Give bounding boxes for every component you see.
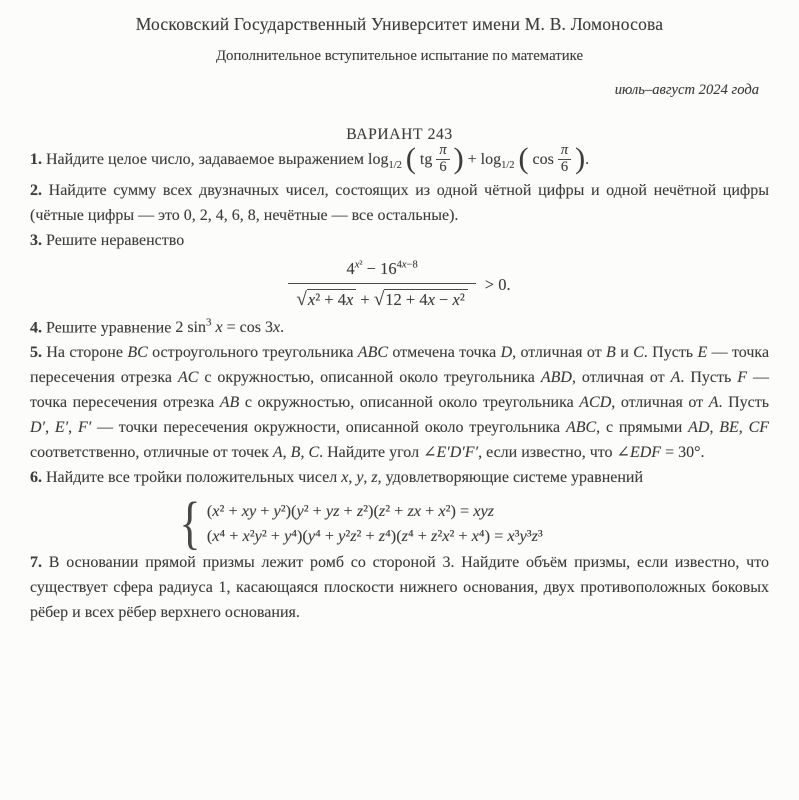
problem-text: Решите уравнение (46, 319, 172, 337)
sqrt-term (374, 290, 468, 309)
problem-4 (30, 311, 769, 340)
variable-x: x (215, 319, 223, 337)
variant-heading: ВАРИАНТ 243 (346, 126, 453, 143)
cos-fn: cos (239, 319, 261, 337)
variable-x: x (272, 319, 281, 337)
close-paren: ) (453, 141, 464, 175)
fraction-denominator (288, 283, 475, 311)
radical-sign: √ (296, 289, 307, 311)
radical-sign: √ (373, 289, 385, 311)
minus-sign: − (366, 259, 376, 279)
problem-text: Найдите все тройки положительных чисел x, y, z, удовлетворяющие системе уравнений (46, 469, 644, 487)
fraction-denominator: 6 (436, 159, 449, 176)
fraction-denominator: 6 (558, 159, 571, 176)
coefficient: 2 (175, 319, 184, 337)
exam-subtitle: Дополнительное вступительное испытание по математике (215, 48, 584, 64)
fraction-numerator: π (560, 142, 569, 158)
period: . (585, 150, 590, 168)
fraction-pi-6 (558, 143, 571, 175)
log-expression (368, 141, 590, 175)
cos-fn: cos (532, 150, 554, 168)
fraction-numerator: π (439, 142, 447, 158)
plus-sign: + (467, 150, 477, 168)
problem-number: 6. (30, 469, 42, 487)
problem-1 (30, 141, 769, 178)
problem-number: 1. (30, 150, 42, 168)
inequality-display (30, 259, 769, 311)
problem-6 (30, 465, 769, 490)
problem-text: На стороне BC остроугольного треугольника ABC отмечена точка D, отличная от B и C. Пусть E — точка пересечения отрезка AC с окружностью, описанной около треугольника ABD, отличная от A. Пусть F — точка пересечения отрезка AB с окружностью, описанной около треугольника ACD, отличная от A. Пусть D′, E′, F′ — точки пересечения окружности, описанной около треугольника ABC, с прямыми AD, BE, CF соответственно, отличные от точек A, B, C. Найдите угол ∠E′D′F′, если известно, что ∠EDF = 30°. (30, 344, 770, 462)
equals-sign: = (226, 319, 236, 337)
open-paren: ( (518, 141, 529, 175)
problem-number: 3. (30, 232, 42, 250)
problem-text: Решите неравенство (46, 232, 185, 250)
coefficient: 3 (264, 319, 273, 337)
problem-text: В основании прямой призмы лежит ромб со стороной 3. Найдите объём призмы, если известно, что существует сфера радиуса 1, касающаяся плоскости нижнего основания, двух противоположных боковых рёбер и всех рёбер верхнего основания. (30, 553, 770, 621)
system-equations (207, 501, 543, 546)
problem-5 (30, 340, 769, 465)
close-paren: ) (575, 141, 586, 175)
base-4: 4 (346, 259, 355, 279)
session-date: июль–август 2024 года (614, 82, 759, 98)
problem-number: 5. (30, 344, 42, 362)
problem-number: 2. (30, 182, 42, 200)
log-fn: log (368, 150, 389, 168)
sin-fn: sin (187, 319, 206, 337)
fraction-numerator (288, 259, 475, 283)
exponent: 3 (205, 317, 212, 330)
problem-text: Найдите целое число, задаваемое выражением (46, 150, 364, 168)
problem-7 (30, 550, 769, 625)
university-title: Московский Государственный Университет имени М. В. Ломоносова (135, 14, 664, 34)
log-fn: log (480, 150, 502, 168)
plus-sign: + (360, 290, 370, 310)
radicand: x² + 4x (307, 289, 356, 309)
exponent: x² (354, 259, 363, 271)
radicand: 12 + 4x − x² (384, 289, 467, 309)
sqrt-term (296, 290, 356, 309)
base-16: 16 (380, 259, 397, 279)
relation: > 0. (484, 275, 511, 295)
display-fraction (288, 259, 475, 311)
problem-number: 4. (30, 319, 42, 337)
open-paren: ( (405, 141, 416, 175)
log-base: 1/2 (388, 160, 402, 172)
equation-line-1: (x² + xy + y²)(y² + yz + z²)(z² + zx + x²) = xyz (206, 500, 495, 520)
log-base: 1/2 (501, 160, 515, 172)
system-brace: { (179, 490, 201, 556)
problem-3 (30, 228, 769, 253)
tg-fn: tg (419, 150, 433, 168)
period: . (280, 319, 285, 337)
exponent: 4x−8 (396, 259, 418, 271)
equation (175, 319, 284, 336)
equation-line-2: (x⁴ + x²y² + y⁴)(y⁴ + y²z² + z⁴)(z⁴ + z²x² + x⁴) = x³y³z³ (206, 525, 543, 545)
fraction-pi-6 (436, 143, 449, 175)
problem-text: Найдите сумму всех двузначных чисел, состоящих из одной чётной цифры и одной нечётной цифры (чётные цифры — это 0, 2, 4, 6, 8, нечётные — все остальные). (30, 182, 770, 225)
problem-2 (30, 178, 769, 228)
equation-system (176, 490, 769, 556)
problem-number: 7. (30, 553, 42, 571)
